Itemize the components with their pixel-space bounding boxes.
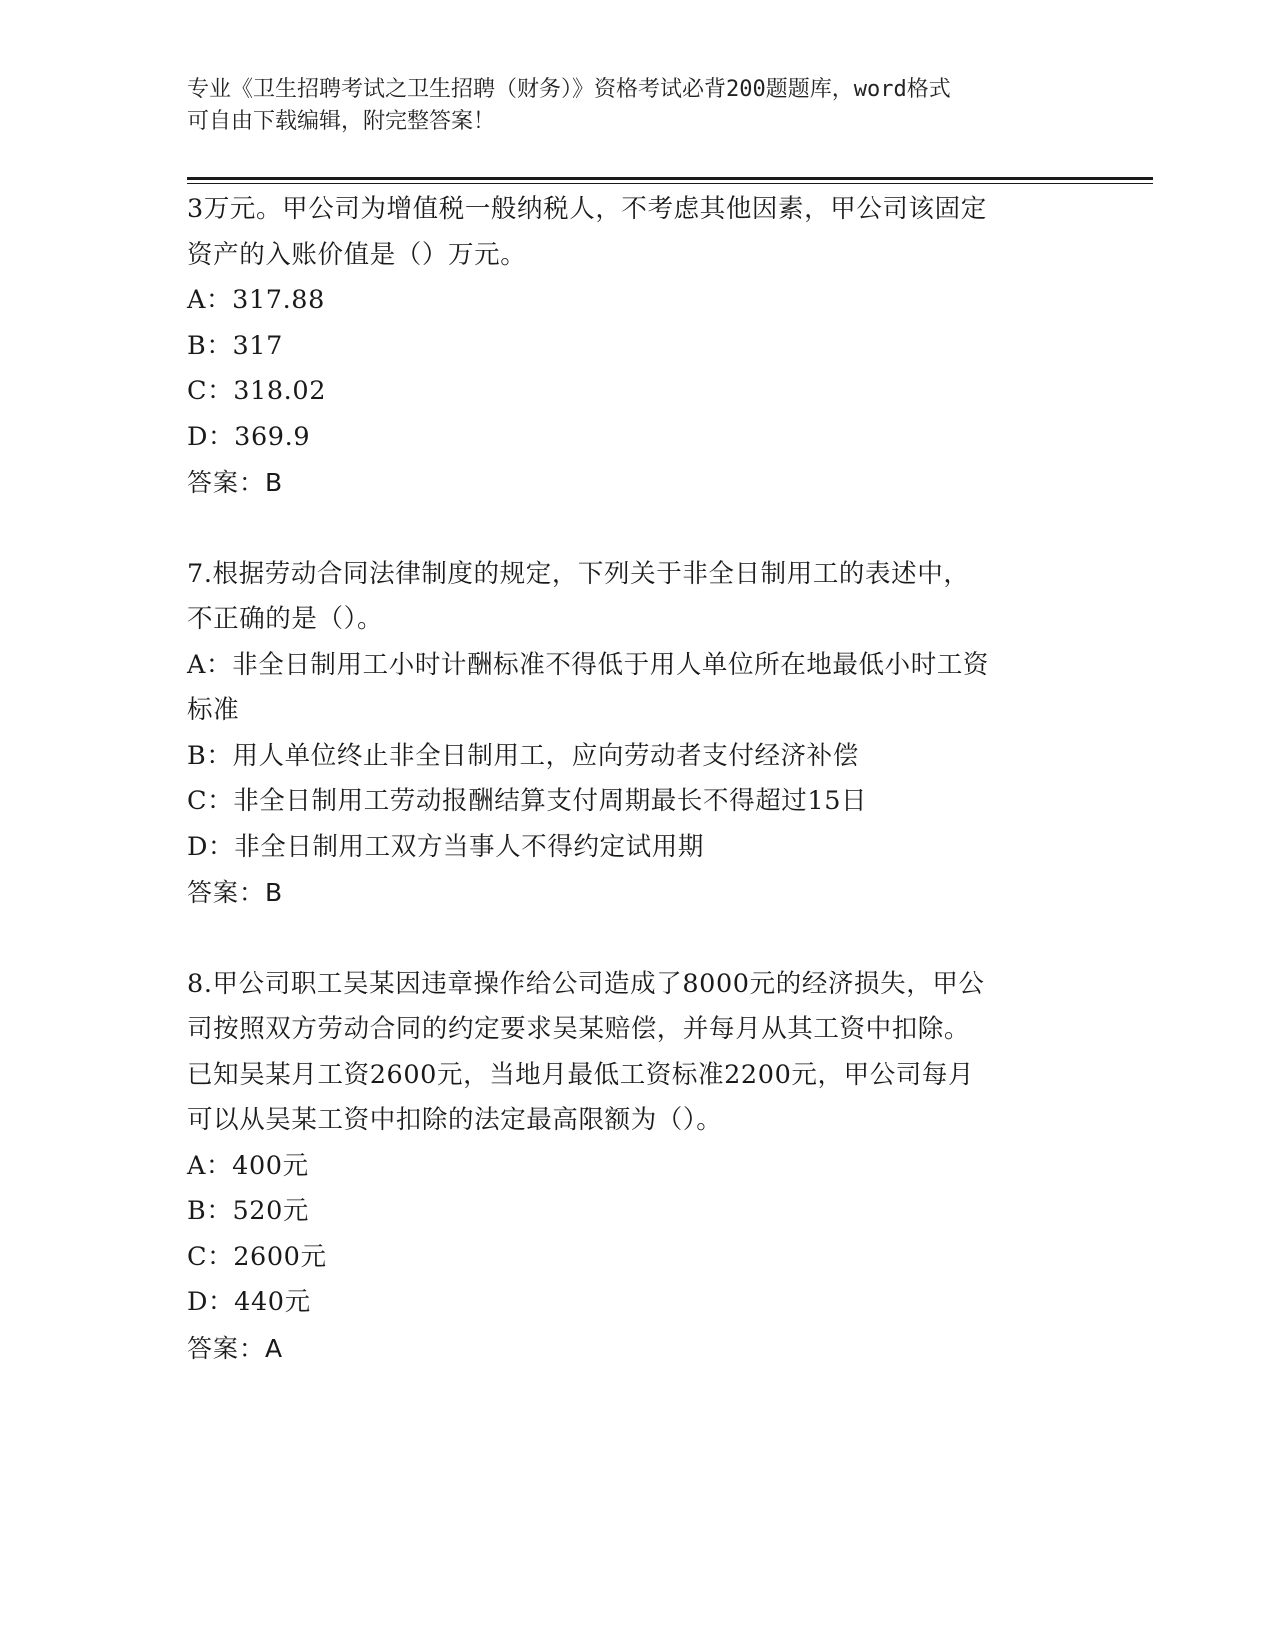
answer-line: 答案：B	[187, 878, 284, 907]
document-header	[187, 74, 1087, 138]
option-c: C：318.02	[187, 376, 327, 406]
question-stem-line: 3万元。甲公司为增值税一般纳税人，不考虑其他因素，甲公司该固定	[187, 194, 987, 224]
option-c: C：非全日制用工劳动报酬结算支付周期最长不得超过15日	[187, 786, 868, 816]
option-c: C：2600元	[187, 1241, 327, 1272]
question-8	[187, 962, 1087, 1372]
header-divider-thin	[187, 183, 1153, 184]
question-stem-line: 8.甲公司职工吴某因违章操作给公司造成了8000元的经济损失，甲公	[187, 968, 985, 999]
option-d: D：440元	[187, 1287, 311, 1317]
option-b: B：用人单位终止非全日制用工，应向劳动者支付经济补偿	[187, 740, 859, 771]
header-title-line-2: 可自由下载编辑，附完整答案！	[187, 109, 496, 134]
question-list	[187, 187, 1087, 1371]
option-b: B：317	[187, 330, 283, 361]
question-stem-line: 可以从吴某工资中扣除的法定最高限额为（）。	[187, 1105, 723, 1135]
option-a: A：非全日制用工小时计酬标准不得低于用人单位所在地最低小时工资	[187, 649, 990, 680]
option-b: B：520元	[187, 1196, 310, 1226]
question-spacer	[187, 506, 1087, 552]
option-a: A：317.88	[187, 285, 325, 315]
option-a: A：400元	[187, 1150, 309, 1181]
header-title-line-1: 专业《卫生招聘考试之卫生招聘（财务）》资格考试必背200题题库，word格式	[187, 77, 951, 102]
answer-line: 答案：B	[187, 468, 284, 497]
option-d: D：非全日制用工双方当事人不得约定试用期	[187, 831, 704, 862]
question-stem-line: 资产的入账价值是（）万元。	[187, 239, 527, 270]
question-stem-line: 已知吴某月工资2600元，当地月最低工资标准2200元，甲公司每月	[187, 1059, 975, 1090]
header-divider-thick	[187, 177, 1153, 180]
question-stem-line: 司按照双方劳动合同的约定要求吴某赔偿，并每月从其工资中扣除。	[187, 1014, 971, 1044]
question-6	[187, 187, 1087, 506]
question-stem-line: 不正确的是（）。	[187, 604, 384, 634]
answer-line: 答案：A	[187, 1333, 284, 1363]
question-spacer	[187, 916, 1087, 962]
question-stem-line: 7.根据劳动合同法律制度的规定，下列关于非全日制用工的表述中，	[187, 558, 970, 589]
option-d: D：369.9	[187, 421, 311, 452]
question-7	[187, 552, 1087, 916]
option-a-continued: 标准	[187, 695, 240, 725]
